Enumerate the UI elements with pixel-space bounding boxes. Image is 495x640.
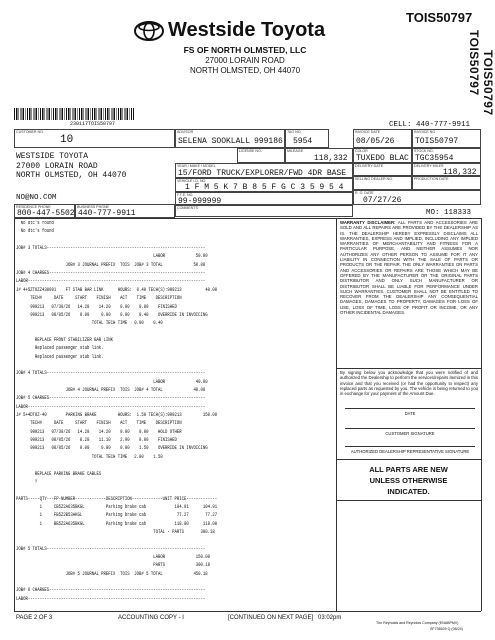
line-item-row: JOB# 5 TOTALS-------------------------------------------------------------------	[16, 545, 206, 552]
customer-name: WESTSIDE TOYOTA	[16, 152, 89, 161]
production-box: PRODUCTION DATE	[412, 176, 481, 190]
email: NO@NO.COM	[16, 194, 57, 202]
line-item-row: TOTAL TECH TIME 2.90 1.50	[16, 453, 163, 460]
line-item-row: JOB# 6 CHARGES------------------------------------------------------------------	[16, 587, 206, 594]
dealer-signature-label: AUTHORIZED DEALERSHIP REPRESENTATIVE SIGNATURE	[350, 449, 470, 454]
line-item-row: JOB# 5 JOURNAL PREFIX TOIS JOB# 5 TOTAL 450.18	[16, 570, 208, 577]
invoice-date-box: INVOICE DATE 08/05/26	[353, 129, 412, 148]
body-top-border	[14, 218, 481, 219]
line-item-row: TECH# DATE START FINISH ACT TIME DESCRIPTION	[16, 295, 182, 302]
invoice-no-box: INVOICE NO. TOIS50797	[412, 129, 481, 148]
line-item-row: J# 4+5ZTOZZ430991 FT STAB BAR LINK HOURS: 0.40 TECH(S):999213 40.00	[16, 286, 218, 293]
toyota-logo-icon	[134, 21, 164, 41]
invoice-id-top: TOIS50797	[406, 10, 473, 25]
color: TUXEDO BLAC	[356, 154, 409, 163]
customer-addr1: 27000 LORAIN ROAD	[16, 162, 98, 171]
advisor-no: 999186	[254, 137, 283, 146]
invoice-date: 08/05/26	[356, 137, 395, 146]
line-item-row: TECH# DATE START FINISH ACT TIME DESCRIPTION	[16, 420, 182, 427]
customer-signature-line	[345, 428, 475, 429]
line-item-row: JOB# 4 TOTALS-------------------------------------------------------------------	[16, 370, 206, 377]
selling-dealer-box: SELLING DEALER NO.	[353, 176, 412, 190]
dealer-city: NORTH OLMSTED, OH 44070	[189, 66, 301, 75]
printer-line-1: The Reynolds and Reynolds Company (ENABPMV)	[376, 621, 459, 625]
bus-phone: 440-777-9911	[78, 209, 136, 218]
customer-no-box: CUSTOMER NO. 10	[14, 129, 175, 148]
body-divider	[336, 218, 337, 611]
line-item-row: 999213 07/30/26 14.20 14.20 0.00 0.00 FINISHED	[16, 303, 177, 310]
line-item-row: 1 FB5Z2B53AKGL Parking brake cab 77.27 77.27	[16, 512, 218, 519]
invoice-id-vertical-2: TOIS50797	[481, 50, 495, 116]
line-item-row: JOB# 3 TOTALS-------------------------------------------------------------------	[16, 245, 206, 252]
line-item-row: ?	[16, 478, 38, 485]
vin-box: VEHICLE I.D. NO. 1 F M 5 K 7 B 8 5 F G C 3 5 9 5 4	[175, 178, 353, 192]
consent-divider	[336, 368, 481, 369]
parts-notice-3: INDICATED.	[387, 487, 430, 496]
line-item-row: REPLACE FRONT STABILIZER BAR LINK	[16, 336, 114, 343]
date-line	[345, 408, 475, 409]
body-bottom-border	[14, 611, 481, 612]
line-item-row: 999213 08/05/26 8.20 11.10 2.90 0.00 FINISHED	[16, 437, 177, 444]
line-item-row: No dtc's found	[16, 228, 54, 235]
customer-signature-label: CUSTOMER SIGNATURE	[385, 431, 435, 436]
mo-number: MO: 118333	[426, 209, 472, 217]
ro-date: 07/27/26	[363, 196, 402, 205]
invoice-id-vertical-1: TOIS50797	[467, 30, 481, 96]
page-number: PAGE 2 OF 3	[16, 615, 53, 621]
parts-notice-1: ALL PARTS ARE NEW	[369, 465, 448, 474]
line-item-row: LABOR 50.00	[16, 253, 208, 260]
customer-addr2: NORTH OLMSTED, OH 44070	[16, 171, 127, 180]
line-item-row: J# 5+4DTOZ-40 PARKING BRAKE HOURS: 1.50 TECH(S):999213 150.00	[16, 412, 218, 419]
line-item-row: JOB# 4 JOURNAL PREFIX TOIS JOB# 4 TOTAL 40.00	[16, 387, 206, 393]
barcode-text: 230117TOIS50797	[70, 121, 116, 127]
line-item-row: JOB# 4 CHARGES------------------------------------------------------------------	[16, 270, 206, 277]
advisor-box: ADVISOR SELENA SOOKLALL 999186	[175, 129, 285, 148]
vehicle-box: YEAR / MAKE / MODEL 15/FORD TRUCK/EXPLORER/FWD 4DR BASE	[175, 163, 353, 178]
line-item-row: PARTS 300.18	[16, 562, 211, 569]
continued-note: [CONTINUED ON NEXT PAGE]	[228, 615, 314, 621]
line-item-row: 999213 08/05/26 0.00 0.00 0.00 1.50 OVERRIDE IN INVOICING	[16, 445, 208, 452]
tag-box: TAG NO. 5954	[285, 129, 329, 148]
line-item-row: Replaced passenger stab link.	[16, 345, 104, 352]
line-item-row: LABOR---------------------------------------------------------------------------	[16, 403, 206, 410]
stock: TGC35954	[415, 154, 454, 163]
mileage-box: MILEAGE 118,332	[285, 148, 353, 163]
comments-box: COMMENTS	[175, 205, 353, 217]
line-item-row: LABOR---------------------------------------------------------------------------	[16, 595, 206, 602]
line-item-row: 999213 08/05/26 0.00 0.00 0.00 0.40 OVERRIDE IN INVOICING	[16, 311, 208, 318]
print-time: 03:02pm	[318, 615, 342, 621]
license-box: LICENSE NO.	[237, 148, 285, 163]
delivery-miles-box: DELIVERY MILES 118,332	[412, 163, 481, 176]
notice-bottom-divider	[336, 500, 481, 501]
parts-notice-2: UNLESS OTHERWISE	[369, 476, 448, 485]
invoice-no: TOIS50797	[415, 137, 459, 146]
body-right-border	[481, 218, 482, 611]
line-item-row: PARTS-----QTY---FP-NUMBER-------------DESCRIPTION-------------UNIT PRICE-------------	[16, 495, 218, 502]
copy-type: ACCOUNTING COPY - I	[118, 615, 184, 621]
line-item-row: REPLACE PARKING BRAKE CABLES	[16, 470, 102, 477]
line-item-row: LABOR 150.00	[16, 554, 211, 560]
line-item-row: JOB# 3 JOURNAL PREFIX TOIS JOB# 3 TOTAL 50.00	[16, 261, 206, 268]
printer-line-2: SF736529 Q (08/24)	[430, 627, 463, 631]
line-item-row: JOB# 5 CHARGES------------------------------------------------------------------	[16, 395, 206, 402]
dealer-signature-line	[345, 446, 475, 447]
color-box: COLOR TUXEDO BLAC	[353, 148, 412, 163]
body-left-border	[14, 218, 15, 611]
line-item-row: TOTAL TECH TIME 0.00 0.40	[16, 320, 163, 327]
brand-name: Westside Toyota	[168, 19, 326, 41]
delivery-miles: 118,332	[443, 168, 477, 177]
cell-phone: CELL: 440-777-9911	[389, 121, 471, 129]
line-item-row: No dtc's found	[16, 221, 54, 226]
stock-box: STOCK NO. TGC35954	[412, 148, 481, 163]
line-item-row: 999213 07/30/26 14.20 14.20 0.00 0.00 HOLD OTHER	[16, 428, 182, 435]
line-item-row: LABOR---------------------------------------------------------------------------	[16, 278, 206, 285]
res-phone: 800-447-5502	[17, 209, 75, 218]
dealer-name: FS OF NORTH OLMSTED, LLC	[183, 45, 307, 55]
barcode	[14, 108, 134, 120]
consent-text: By signing below you acknowledge that you were notified of and authorized the Dealership to perform the services/repairs itemized in this invoice and that you received (or had the opportunity to inspect) any replaced parts as requested by you. The vehicle is being returned to you in exchange for your payment of the Amount Due.	[340, 370, 478, 397]
tag: 5954	[293, 137, 313, 146]
line-item-row: 1 BB5Z2A635BKGL Parking brake cab 118.00 118.00	[16, 520, 218, 527]
fte-box: F.T.E. NO. 99-999999	[175, 192, 353, 205]
bus-phone-box: BUSINESS PHONE 440-777-9911	[75, 204, 175, 218]
rodate-box: R. O. DATE 07/27/26	[353, 190, 481, 205]
date-label: DATE	[404, 411, 416, 416]
line-item-row: 1 CB5Z2A635BKGL Parking brake cab 104.91 104.91	[16, 503, 218, 510]
vin: 1 F M 5 K 7 B 8 5 F G C 3 5 9 5 4	[185, 183, 344, 192]
notice-divider	[336, 459, 481, 460]
customer-no: 10	[60, 134, 74, 146]
line-item-row: TOTAL - PARTS 300.18	[16, 528, 215, 535]
fte: 99-999999	[178, 197, 222, 206]
line-item-row: LABOR 40.00	[16, 378, 208, 385]
mileage: 118,332	[314, 154, 348, 163]
year-make-model: 15/FORD TRUCK/EXPLORER/FWD 4DR BASE	[178, 169, 347, 178]
res-phone-box: RESIDENCE PHONE 800-447-5502	[16, 205, 75, 218]
advisor: SELENA SOOKLALL	[178, 137, 251, 146]
delivery-box: DELIVERY DATE	[353, 163, 412, 176]
line-items	[16, 221, 334, 609]
line-item-row: Replaced passenger stab link.	[16, 353, 104, 360]
warranty-disclaimer: WARRANTY DISCLAIMER: ALL PARTS AND ACCESSORIES ARE SOLD AND ALL REPAIRS ARE PROVIDED BY THE DEALERSHIP AS IS. THE DEALERSHIP HEREBY EXPRESSLY DISCLAIMS ALL WARRANTIES, EXPRESS AND IMPLIED, INCLUDING ANY IMPLIED WARRANTIES OF MERCHANTABILITY AND FITNESS FOR A PARTICULAR PURPOSE, AND NEITHER ASSUMES NOR AUTHORIZES ANY OTHER PERSON TO ASSUME FOR IT ANY LIABILITY IN CONNECTION WITH THE SALE OF PARTS OR PRODUCTS OR THE REPAIR. THE ONLY WARRANTIES ON PARTS AND ACCESSORIES OR REPAIRS ARE THOSE WHICH MAY BE OFFERED BY THE MANUFACTURER OR THE ORIGINAL PARTS DISTRIBUTOR AND ONLY SUCH MANUFACTURER OR DISTRIBUTOR SHALL BE LIABLE FOR PERFORMANCE UNDER SUCH WARRANTIES. CUSTOMER SHALL NOT BE ENTITLED TO RECOVER FROM THE DEALERSHIP ANY CONSEQUENTIAL DAMAGES, DAMAGES TO PROPERTY, DAMAGES FOR LOSS OF USE, LOSS OF TIME, LOSS OF PROFIT OR INCOME, OR ANY OTHER INCIDENTAL DAMAGES.	[340, 220, 478, 316]
dealer-address: 27000 LORAIN ROAD	[205, 56, 285, 65]
